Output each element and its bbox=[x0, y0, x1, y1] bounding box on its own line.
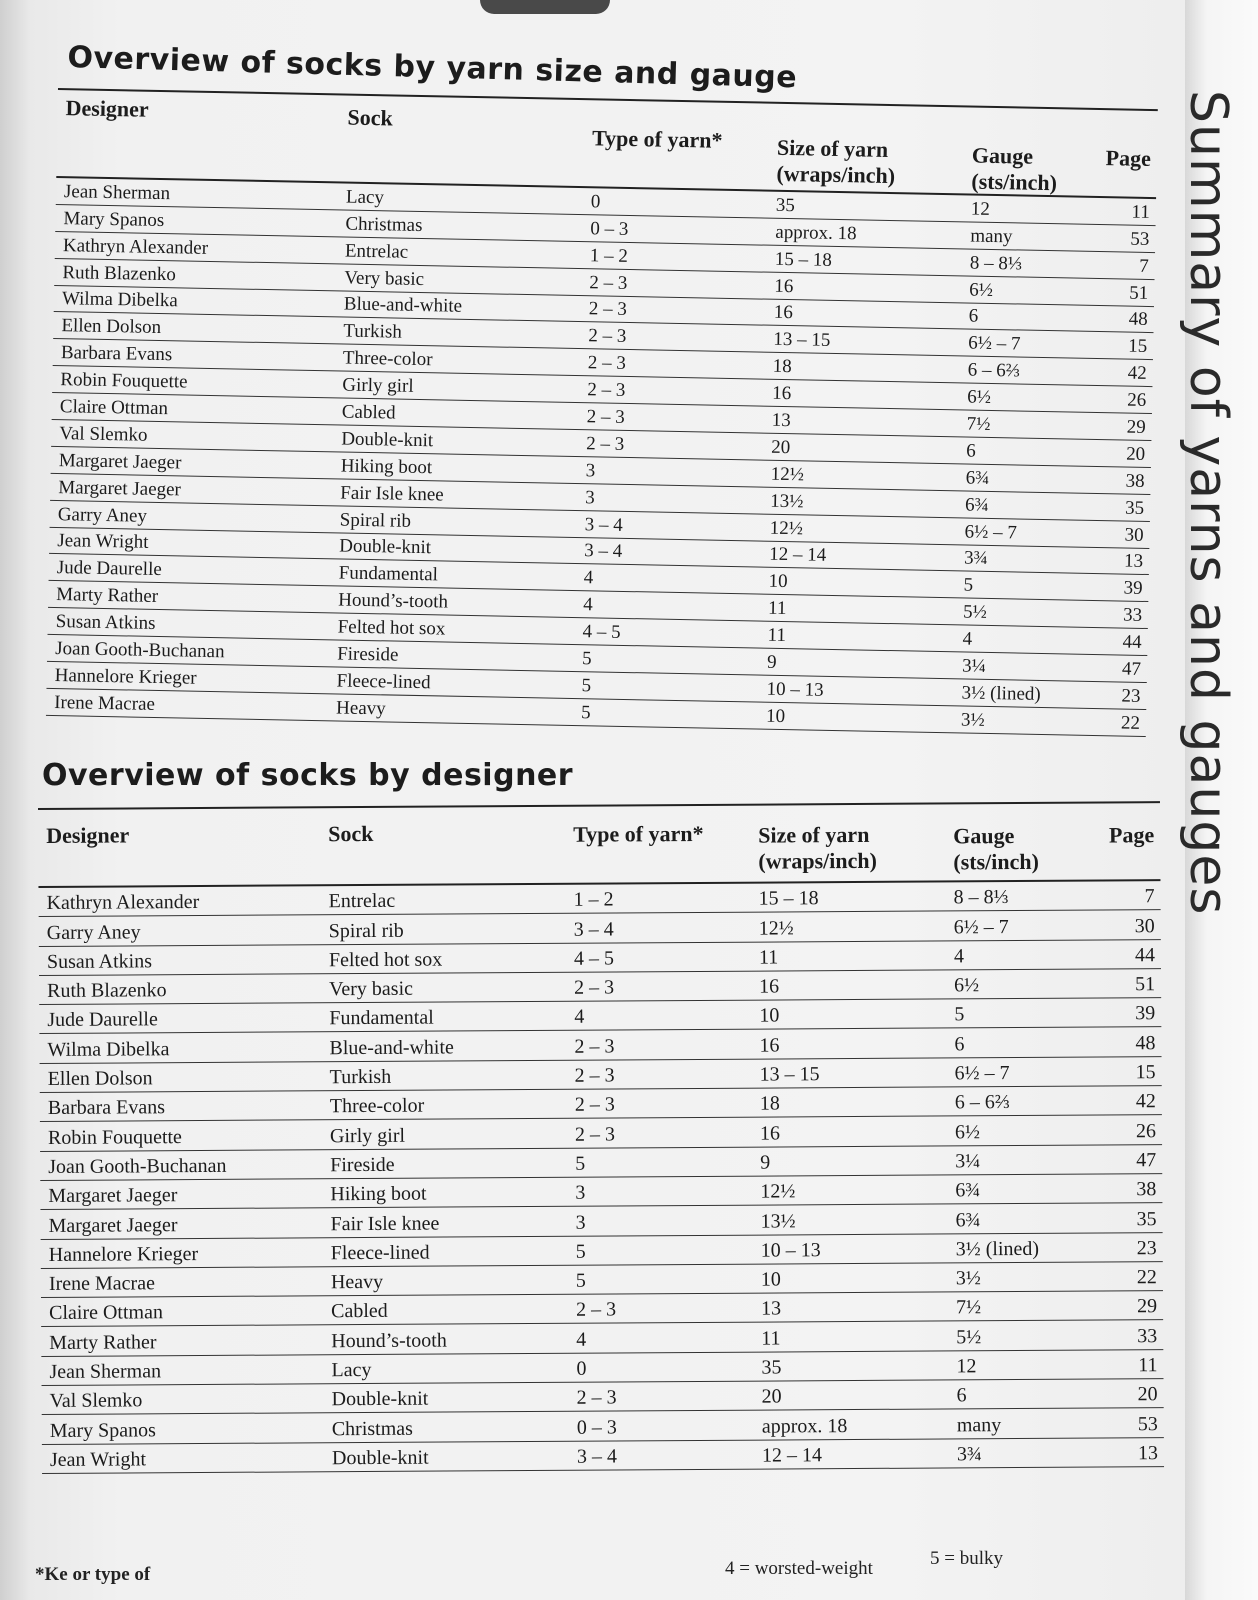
designer-cell: Val Slemko bbox=[59, 422, 148, 446]
col-gauge-subheader: (sts/inch) bbox=[971, 168, 1058, 196]
col-page-header: Page bbox=[1105, 145, 1152, 171]
table-body bbox=[46, 178, 1156, 737]
yarn-size-cell: 13½ bbox=[770, 490, 804, 513]
gauge-cell: 7½ bbox=[966, 413, 991, 435]
page-cell: 29 bbox=[1137, 1295, 1158, 1318]
yarn-size-cell: 35 bbox=[775, 194, 796, 217]
col-gauge-header: Gauge bbox=[971, 142, 1034, 169]
col-size-header: Size of yarn bbox=[776, 134, 889, 162]
gauge-cell: 6½ bbox=[967, 386, 992, 409]
footnote-bulky: 5 = bulky bbox=[930, 1548, 1003, 1569]
spine-title: Summary of yarns and gauges bbox=[1178, 90, 1238, 916]
gauge-cell: 3¾ bbox=[963, 547, 989, 570]
page-cell: 15 bbox=[1128, 335, 1148, 358]
sock-cell: Hiking boot bbox=[330, 1182, 427, 1206]
designer-cell: Irene Macrae bbox=[54, 691, 156, 715]
col-gauge-header: Gauge bbox=[953, 823, 1015, 849]
page-cell: 44 bbox=[1122, 631, 1142, 654]
yarn-type-cell: 2 – 3 bbox=[586, 406, 625, 428]
yarn-size-cell: 18 bbox=[759, 1092, 780, 1115]
col-page-header: Page bbox=[1108, 822, 1155, 848]
sock-cell: Double-knit bbox=[341, 428, 434, 452]
gauge-cell: 6½ bbox=[954, 974, 980, 997]
page-cell: 7 bbox=[1139, 255, 1149, 277]
yarn-type-cell: 3 – 4 bbox=[584, 513, 623, 536]
sock-cell: Girly girl bbox=[329, 1124, 406, 1147]
designer-cell: Ellen Dolson bbox=[47, 1067, 153, 1091]
yarn-size-cell: 16 bbox=[759, 1034, 780, 1057]
designer-cell: Kathryn Alexander bbox=[62, 234, 209, 259]
table-body bbox=[38, 881, 1164, 1474]
footnote-key: *Ke or type of bbox=[35, 1564, 151, 1585]
page-cell: 26 bbox=[1127, 389, 1147, 412]
sock-cell: Fundamental bbox=[329, 1007, 434, 1030]
gauge-cell: 5½ bbox=[962, 601, 988, 624]
col-size-subheader: (wraps/inch) bbox=[776, 160, 896, 189]
yarn-type-cell: 0 – 3 bbox=[576, 1416, 617, 1439]
gauge-cell: 6 bbox=[954, 1033, 965, 1056]
sock-cell: Spiral rib bbox=[328, 919, 404, 942]
yarn-size-overview-title: Overview of socks by yarn size and gauge bbox=[67, 40, 798, 96]
yarn-size-cell: 16 bbox=[772, 382, 792, 405]
page-cell: 39 bbox=[1123, 577, 1143, 600]
yarn-size-cell: 11 bbox=[761, 1327, 781, 1350]
yarn-type-cell: 4 – 5 bbox=[582, 621, 621, 644]
yarn-type-cell: 2 – 3 bbox=[574, 1123, 616, 1146]
page-cell: 29 bbox=[1126, 416, 1146, 438]
yarn-type-cell: 2 – 3 bbox=[574, 1035, 615, 1058]
yarn-type-cell: 3 bbox=[575, 1181, 586, 1204]
gauge-cell: 4 bbox=[953, 945, 964, 968]
yarn-type-cell: 4 bbox=[574, 1006, 585, 1029]
yarn-type-cell: 3 – 4 bbox=[576, 1445, 618, 1468]
page-cell: 13 bbox=[1137, 1442, 1159, 1465]
gauge-cell: 6½ – 7 bbox=[964, 521, 1018, 544]
yarn-type-cell: 2 – 3 bbox=[576, 1298, 617, 1322]
yarn-type-cell: 0 bbox=[590, 191, 601, 213]
sock-cell: Very basic bbox=[344, 267, 425, 290]
gauge-cell: 6¾ bbox=[964, 494, 990, 516]
yarn-size-cell: 9 bbox=[766, 651, 777, 673]
page-cell: 53 bbox=[1137, 1412, 1158, 1435]
gauge-cell: 6¾ bbox=[965, 467, 990, 489]
gauge-cell: 5½ bbox=[956, 1325, 982, 1349]
page-cell: 47 bbox=[1136, 1149, 1157, 1172]
page-cell: 35 bbox=[1124, 497, 1145, 519]
yarn-type-cell: 0 bbox=[576, 1357, 587, 1380]
yarn-size-cell: 13 – 15 bbox=[773, 329, 831, 352]
designer-cell: Margaret Jaeger bbox=[58, 449, 182, 474]
yarn-type-cell: 3 bbox=[585, 460, 596, 482]
yarn-size-cell: 18 bbox=[772, 356, 792, 378]
designer-cell: Claire Ottman bbox=[59, 396, 169, 420]
designer-cell: Margaret Jaeger bbox=[58, 476, 182, 501]
col-gauge-subheader: (sts/inch) bbox=[953, 848, 1039, 875]
page-cell: 7 bbox=[1144, 885, 1155, 908]
yarn-type-cell: 2 – 3 bbox=[574, 976, 615, 999]
page-cell: 33 bbox=[1137, 1324, 1158, 1348]
yarn-size-cell: 10 bbox=[768, 571, 788, 593]
sock-cell: Heavy bbox=[330, 1271, 384, 1294]
gauge-cell: 3¼ bbox=[955, 1150, 981, 1173]
col-size-header: Size of yarn bbox=[758, 821, 870, 848]
page-cell: 33 bbox=[1122, 604, 1143, 627]
yarn-type-cell: 2 – 3 bbox=[574, 1064, 615, 1087]
table-header bbox=[38, 801, 1160, 888]
designer-cell: Jean Sherman bbox=[63, 181, 171, 205]
yarn-type-cell: 5 bbox=[581, 648, 592, 670]
gauge-cell: 6½ bbox=[954, 1120, 981, 1144]
col-designer-header: Designer bbox=[46, 822, 130, 848]
page-cell: 44 bbox=[1134, 944, 1155, 967]
gauge-cell: 5 bbox=[954, 1003, 965, 1026]
sock-cell: Hound’s-tooth bbox=[338, 589, 449, 613]
sock-cell: Entrelac bbox=[344, 240, 409, 263]
gauge-cell: 6½ bbox=[969, 279, 994, 301]
yarn-type-cell: 3 – 4 bbox=[584, 540, 623, 563]
designer-cell: Wilma Dibelka bbox=[61, 288, 178, 312]
sock-cell: Fleece-lined bbox=[330, 1241, 430, 1265]
footnote-worsted: 4 = worsted-weight bbox=[725, 1558, 873, 1579]
yarn-size-cell: 16 bbox=[759, 1122, 781, 1145]
designer-cell: Kathryn Alexander bbox=[46, 891, 200, 915]
gauge-cell: 6 – 6⅔ bbox=[954, 1091, 1010, 1114]
sock-cell: Hound’s-tooth bbox=[331, 1329, 447, 1352]
designer-cell: Susan Atkins bbox=[55, 611, 156, 635]
designer-cell: Barbara Evans bbox=[60, 342, 173, 366]
sock-cell: Girly girl bbox=[342, 374, 414, 398]
yarn-size-cell: 11 bbox=[767, 624, 787, 647]
sock-cell: Turkish bbox=[329, 1065, 392, 1089]
sock-cell: Double-knit bbox=[331, 1387, 429, 1411]
yarn-size-cell: 11 bbox=[767, 597, 787, 620]
designer-cell: Marty Rather bbox=[56, 584, 159, 608]
designer-cell: Ruth Blazenko bbox=[62, 261, 177, 285]
gauge-cell: many bbox=[956, 1413, 1002, 1437]
gauge-cell: 3¼ bbox=[961, 655, 987, 677]
sock-cell: Christmas bbox=[331, 1417, 413, 1440]
sock-cell: Fair Isle knee bbox=[330, 1212, 440, 1235]
page-cell: 51 bbox=[1135, 973, 1156, 996]
designer-overview-title: Overview of socks by designer bbox=[42, 758, 574, 793]
yarn-type-cell: 3 – 4 bbox=[573, 918, 614, 941]
yarn-type-cell: 2 – 3 bbox=[588, 325, 627, 348]
table-row bbox=[42, 1438, 1164, 1474]
gauge-cell: 4 bbox=[962, 628, 973, 650]
yarn-type-cell: 4 bbox=[582, 594, 593, 616]
sock-cell: Cabled bbox=[341, 401, 396, 424]
sock-cell: Double-knit bbox=[331, 1446, 429, 1470]
designer-cell: Joan Gooth-Buchanan bbox=[55, 638, 225, 663]
page-cell: 42 bbox=[1127, 362, 1147, 385]
gauge-cell: 7½ bbox=[956, 1296, 982, 1319]
gauge-cell: 6 bbox=[956, 1384, 967, 1407]
page-cell: 20 bbox=[1125, 443, 1146, 465]
yarn-size-cell: 11 bbox=[758, 946, 779, 969]
yarn-size-cell: 10 bbox=[760, 1268, 781, 1291]
yarn-size-cell: approx. 18 bbox=[761, 1414, 848, 1438]
page-cell: 11 bbox=[1138, 1354, 1158, 1377]
page-cell: 42 bbox=[1135, 1090, 1156, 1113]
designer-cell: Garry Aney bbox=[46, 920, 141, 944]
sock-cell: Very basic bbox=[329, 977, 414, 1001]
page-cell: 51 bbox=[1129, 282, 1149, 304]
yarn-type-cell: 3 bbox=[575, 1211, 586, 1234]
sock-cell: Cabled bbox=[331, 1300, 388, 1323]
sock-cell: Fundamental bbox=[338, 562, 439, 586]
yarn-size-cell: 12 – 14 bbox=[768, 544, 827, 567]
gauge-cell: 6¾ bbox=[955, 1208, 981, 1231]
page-cell: 35 bbox=[1136, 1207, 1157, 1230]
gauge-cell: 3½ bbox=[955, 1267, 981, 1290]
sock-cell: Fireside bbox=[336, 643, 399, 666]
yarn-size-cell: 12½ bbox=[760, 1180, 796, 1203]
gauge-cell: 3½ (lined) bbox=[955, 1237, 1040, 1261]
yarn-size-cell: 13 bbox=[771, 409, 791, 432]
yarn-size-cell: 16 bbox=[773, 302, 794, 324]
designer-table bbox=[38, 801, 1164, 1474]
designer-cell: Robin Fouquette bbox=[47, 1125, 182, 1149]
designer-cell: Hannelore Krieger bbox=[48, 1242, 199, 1266]
designer-cell: Mary Spanos bbox=[49, 1418, 156, 1442]
gauge-cell: 6½ – 7 bbox=[954, 1062, 1010, 1085]
gauge-cell: 6 – 6⅔ bbox=[967, 359, 1021, 382]
yarn-size-cell: 12½ bbox=[769, 517, 804, 539]
sock-cell: Turkish bbox=[343, 320, 403, 343]
sock-cell: Blue-and-white bbox=[343, 293, 463, 318]
yarn-size-table bbox=[46, 88, 1158, 737]
page-cell: 53 bbox=[1130, 228, 1150, 250]
page-cell: 48 bbox=[1135, 1031, 1156, 1055]
sock-cell: Heavy bbox=[335, 697, 386, 720]
yarn-size-cell: 15 – 18 bbox=[774, 248, 833, 271]
yarn-size-cell: 12 – 14 bbox=[761, 1444, 823, 1467]
gauge-cell: 12 bbox=[956, 1355, 977, 1378]
page-cell: 11 bbox=[1131, 201, 1151, 223]
yarn-type-cell: 5 bbox=[575, 1152, 586, 1175]
gauge-cell: 6 bbox=[965, 440, 976, 462]
sock-cell: Entrelac bbox=[328, 890, 396, 913]
designer-cell: Ruth Blazenko bbox=[47, 979, 167, 1003]
yarn-type-cell: 2 – 3 bbox=[587, 352, 627, 375]
page-cell: 39 bbox=[1135, 1002, 1156, 1025]
sock-cell: Lacy bbox=[331, 1359, 372, 1382]
designer-cell: Claire Ottman bbox=[49, 1301, 164, 1325]
col-type-header: Type of yarn* bbox=[591, 125, 723, 153]
yarn-size-cell: 13½ bbox=[760, 1209, 796, 1233]
yarn-type-cell: 5 bbox=[580, 701, 591, 724]
page-cell: 22 bbox=[1136, 1266, 1157, 1289]
yarn-size-cell: 35 bbox=[761, 1356, 782, 1379]
col-sock-header: Sock bbox=[347, 104, 393, 131]
designer-cell: Mary Spanos bbox=[63, 207, 165, 231]
yarn-size-cell: 13 bbox=[761, 1297, 782, 1321]
yarn-size-cell: 10 – 13 bbox=[760, 1239, 821, 1262]
yarn-size-cell: 10 bbox=[759, 1004, 780, 1028]
yarn-size-cell: 20 bbox=[771, 436, 791, 459]
gauge-cell: 6¾ bbox=[955, 1179, 981, 1202]
designer-cell: Barbara Evans bbox=[47, 1096, 166, 1120]
yarn-type-cell: 2 – 3 bbox=[588, 298, 628, 321]
designer-cell: Joan Gooth-Buchanan bbox=[48, 1154, 227, 1178]
sock-cell: Double-knit bbox=[339, 535, 432, 559]
sock-cell: Lacy bbox=[345, 186, 385, 209]
page-clip-shadow bbox=[480, 0, 610, 14]
gauge-cell: 3½ (lined) bbox=[961, 682, 1041, 705]
gauge-cell: 5 bbox=[963, 574, 974, 597]
col-sock-header: Sock bbox=[328, 820, 374, 847]
sock-cell: Three-color bbox=[329, 1095, 425, 1118]
yarn-size-cell: 16 bbox=[759, 975, 780, 998]
designer-cell: Jean Sherman bbox=[49, 1360, 162, 1383]
sock-cell: Fleece-lined bbox=[336, 670, 431, 694]
page-cell: 20 bbox=[1137, 1383, 1158, 1406]
page-cell: 30 bbox=[1124, 524, 1144, 546]
col-type-header: Type of yarn* bbox=[573, 820, 704, 847]
page-cell: 26 bbox=[1135, 1119, 1157, 1142]
yarn-size-cell: approx. 18 bbox=[775, 221, 857, 245]
page-cell: 22 bbox=[1120, 712, 1141, 734]
designer-cell: Ellen Dolson bbox=[61, 315, 162, 339]
sock-cell: Christmas bbox=[345, 213, 423, 236]
gauge-cell: 3¾ bbox=[956, 1443, 983, 1466]
designer-cell: Robin Fouquette bbox=[60, 369, 188, 393]
gauge-cell: 8 – 8⅓ bbox=[953, 886, 1009, 909]
page-cell: 23 bbox=[1121, 685, 1141, 707]
yarn-type-cell: 4 bbox=[576, 1328, 587, 1351]
designer-cell: Margaret Jaeger bbox=[48, 1213, 178, 1237]
gauge-cell: 8 – 8⅓ bbox=[969, 252, 1023, 275]
gauge-cell: 6½ – 7 bbox=[953, 915, 1009, 939]
yarn-type-cell: 1 – 2 bbox=[573, 888, 614, 912]
page-cell: 30 bbox=[1134, 914, 1155, 937]
yarn-type-cell: 0 – 3 bbox=[590, 218, 629, 240]
designer-cell: Susan Atkins bbox=[46, 950, 153, 973]
designer-cell: Val Slemko bbox=[49, 1389, 143, 1413]
sock-cell: Fireside bbox=[330, 1153, 395, 1177]
page-cell: 23 bbox=[1136, 1237, 1157, 1260]
sock-cell: Felted hot sox bbox=[328, 948, 443, 972]
sock-cell: Blue-and-white bbox=[329, 1036, 454, 1060]
sock-cell: Felted hot sox bbox=[337, 616, 446, 640]
page-cell: 38 bbox=[1125, 470, 1145, 492]
gauge-cell: 6 bbox=[968, 305, 979, 328]
yarn-type-cell: 5 bbox=[581, 675, 592, 697]
gauge-cell: 6½ – 7 bbox=[968, 332, 1021, 355]
yarn-size-cell: 16 bbox=[774, 275, 794, 297]
designer-cell: Marty Rather bbox=[49, 1331, 157, 1354]
col-size-subheader: (wraps/inch) bbox=[758, 847, 877, 874]
yarn-size-cell: 12½ bbox=[758, 916, 794, 940]
designer-cell: Jean Wright bbox=[49, 1448, 147, 1471]
page-cell: 48 bbox=[1128, 309, 1148, 331]
gauge-cell: many bbox=[970, 225, 1013, 248]
sock-cell: Fair Isle knee bbox=[340, 482, 444, 506]
page-cell: 47 bbox=[1121, 658, 1142, 680]
yarn-size-cell: 12½ bbox=[770, 463, 805, 486]
yarn-size-cell: 15 – 18 bbox=[758, 887, 819, 910]
yarn-size-cell: 9 bbox=[760, 1151, 771, 1174]
page-cell: 15 bbox=[1135, 1061, 1156, 1084]
col-designer-header: Designer bbox=[65, 95, 149, 122]
yarn-size-cell: 10 bbox=[765, 705, 786, 727]
sock-cell: Hiking boot bbox=[340, 455, 433, 479]
yarn-size-cell: 13 – 15 bbox=[759, 1063, 820, 1086]
designer-cell: Garry Aney bbox=[57, 503, 148, 527]
yarn-type-cell: 2 – 3 bbox=[574, 1093, 615, 1117]
page-cell: 38 bbox=[1136, 1178, 1157, 1201]
yarn-type-cell: 4 – 5 bbox=[573, 947, 614, 970]
yarn-type-cell: 2 – 3 bbox=[589, 271, 628, 294]
yarn-type-cell: 5 bbox=[575, 1240, 586, 1263]
sock-cell: Three-color bbox=[342, 347, 433, 371]
yarn-type-cell: 3 bbox=[585, 486, 595, 509]
designer-cell: Margaret Jaeger bbox=[48, 1184, 178, 1208]
yarn-size-cell: 20 bbox=[761, 1385, 782, 1408]
yarn-type-cell: 1 – 2 bbox=[589, 244, 629, 267]
page-cell: 13 bbox=[1123, 551, 1144, 573]
gauge-cell: 12 bbox=[970, 198, 991, 220]
yarn-size-cell: 10 – 13 bbox=[766, 678, 824, 701]
designer-cell: Hannelore Krieger bbox=[54, 664, 197, 689]
yarn-type-cell: 4 bbox=[583, 567, 594, 589]
designer-cell: Wilma Dibelka bbox=[47, 1037, 170, 1061]
sock-cell: Spiral rib bbox=[339, 509, 412, 532]
yarn-type-cell: 5 bbox=[575, 1269, 586, 1292]
designer-cell: Jude Daurelle bbox=[56, 557, 162, 581]
designer-cell: Irene Macrae bbox=[48, 1272, 156, 1296]
yarn-type-cell: 2 – 3 bbox=[576, 1386, 617, 1410]
gauge-cell: 3½ bbox=[960, 709, 985, 731]
designer-cell: Jean Wright bbox=[57, 530, 149, 554]
designer-cell: Jude Daurelle bbox=[47, 1008, 158, 1032]
yarn-type-cell: 2 – 3 bbox=[587, 379, 626, 402]
yarn-type-cell: 2 – 3 bbox=[586, 433, 625, 455]
